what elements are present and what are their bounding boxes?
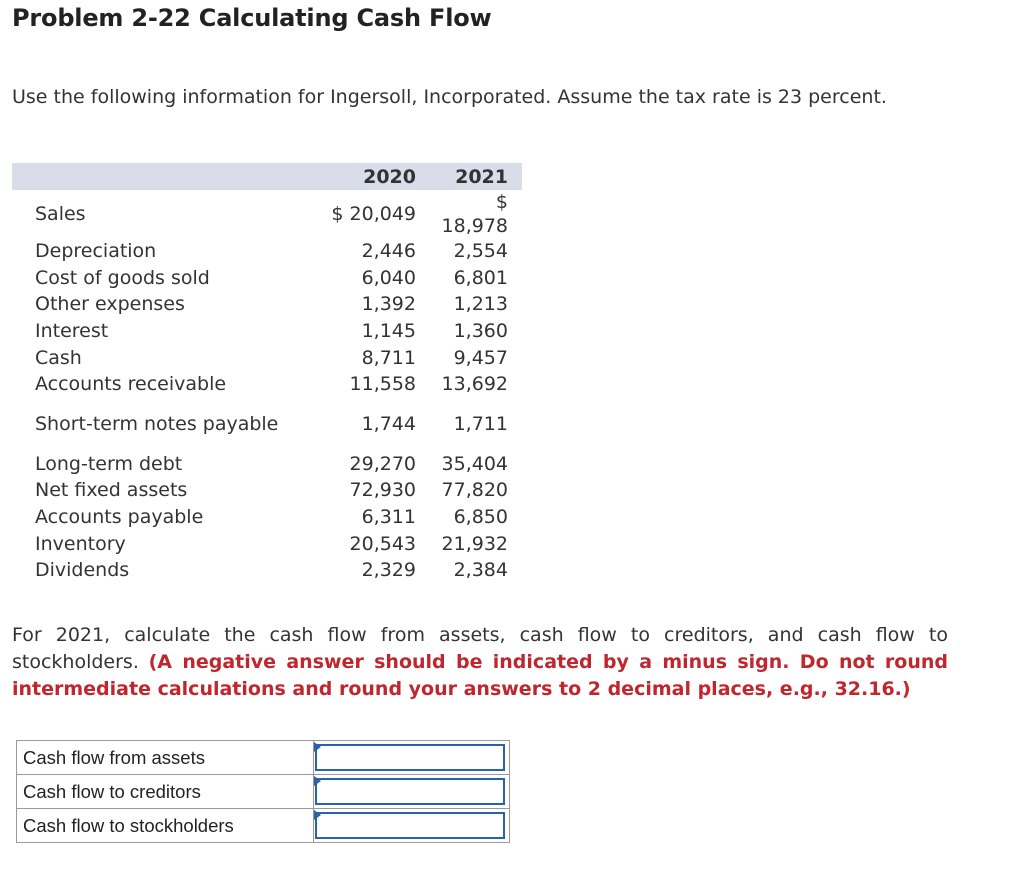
value-2020: 6,311 [361, 506, 416, 529]
answer-label-assets: Cash flow from assets [17, 741, 314, 775]
value-2021: 1,360 [453, 320, 508, 343]
flag-marker-icon [314, 776, 321, 786]
value-2021: 1,213 [453, 293, 508, 316]
header-2021: 2021 [430, 163, 522, 190]
page-title: Problem 2-22 Calculating Cash Flow [12, 4, 492, 32]
question-main: For 2021, calculate the cash flow from assets, cash flow to creditors, and cash flow to stockholders. [12, 624, 948, 673]
value-2021: 13,692 [441, 373, 508, 396]
table-header-row [12, 163, 522, 190]
table-row [12, 291, 522, 318]
row-label: Net fixed assets [35, 479, 188, 502]
value-2021: 2,554 [453, 240, 508, 263]
answer-row [17, 809, 510, 843]
value-2020: 1,744 [361, 413, 416, 436]
table-row [12, 371, 522, 398]
answer-cell [314, 741, 510, 775]
flag-marker-icon [314, 742, 321, 752]
value-2020: 2,446 [361, 240, 416, 263]
row-label: Dividends [35, 559, 130, 582]
row-label: Sales [35, 203, 86, 225]
answer-table [16, 740, 510, 843]
financial-data-table [12, 163, 522, 584]
header-blank-cell [12, 163, 300, 190]
table-row [12, 318, 522, 345]
problem-intro: Use the following information for Ingersoll, Incorporated. Assume the tax rate is 23 percent. [12, 86, 887, 108]
question-text [12, 622, 948, 703]
table-row [12, 190, 522, 238]
value-2020: 72,930 [349, 479, 416, 502]
value-2021: 6,850 [453, 506, 508, 529]
row-label: Cash [35, 346, 82, 369]
value-2020: 11,558 [349, 373, 416, 396]
value-2020: 29,270 [349, 452, 416, 475]
header-2020: 2020 [300, 163, 430, 190]
table-row [12, 504, 522, 531]
row-label: Short-term notes payable [35, 412, 279, 435]
answer-row [17, 775, 510, 809]
row-label: Depreciation [35, 240, 157, 263]
value-2021: 6,801 [453, 266, 508, 289]
value-2021: 9,457 [453, 346, 508, 369]
value-2021: 2,384 [453, 559, 508, 582]
table-row [12, 265, 522, 292]
answer-cell [314, 775, 510, 809]
row-label: Accounts receivable [35, 373, 227, 396]
value-2021: 21,932 [441, 532, 508, 555]
value-2021: 77,820 [441, 479, 508, 502]
row-label: Other expenses [35, 293, 185, 316]
row-label: Cost of goods sold [35, 266, 210, 289]
row-label: Inventory [35, 532, 126, 555]
value-2020: 1,145 [361, 320, 416, 343]
row-label: Long-term debt [35, 452, 183, 475]
answer-cell [314, 809, 510, 843]
answer-label-stockholders: Cash flow to stockholders [17, 809, 314, 843]
table-row [12, 238, 522, 265]
value-2021: 35,404 [441, 452, 508, 475]
table-row [12, 557, 522, 584]
value-2020: 1,392 [361, 293, 416, 316]
value-2021: 1,711 [453, 413, 508, 436]
value-2020: 6,040 [361, 266, 416, 289]
value-2020: 2,329 [361, 559, 416, 582]
table-row [12, 398, 522, 451]
cash-flow-to-creditors-input[interactable] [315, 778, 505, 805]
value-2020: $ 20,049 [331, 203, 416, 225]
table-row [12, 451, 522, 478]
question-hint: (A negative answer should be indicated by a minus sign. Do not round intermediate calculations and round your answers to 2 decimal places, e.g., 32.16.) [12, 651, 948, 700]
cash-flow-to-stockholders-input[interactable] [315, 812, 505, 839]
row-label: Interest [35, 320, 109, 343]
table-row [12, 530, 522, 557]
value-2020: 8,711 [361, 346, 416, 369]
cash-flow-from-assets-input[interactable] [315, 744, 505, 771]
answer-label-creditors: Cash flow to creditors [17, 775, 314, 809]
table-row [12, 477, 522, 504]
flag-marker-icon [314, 810, 321, 820]
value-2021: $ 18,978 [441, 191, 508, 237]
answer-row [17, 741, 510, 775]
table-row [12, 344, 522, 371]
value-2020: 20,543 [349, 532, 416, 555]
row-label: Accounts payable [35, 506, 204, 529]
